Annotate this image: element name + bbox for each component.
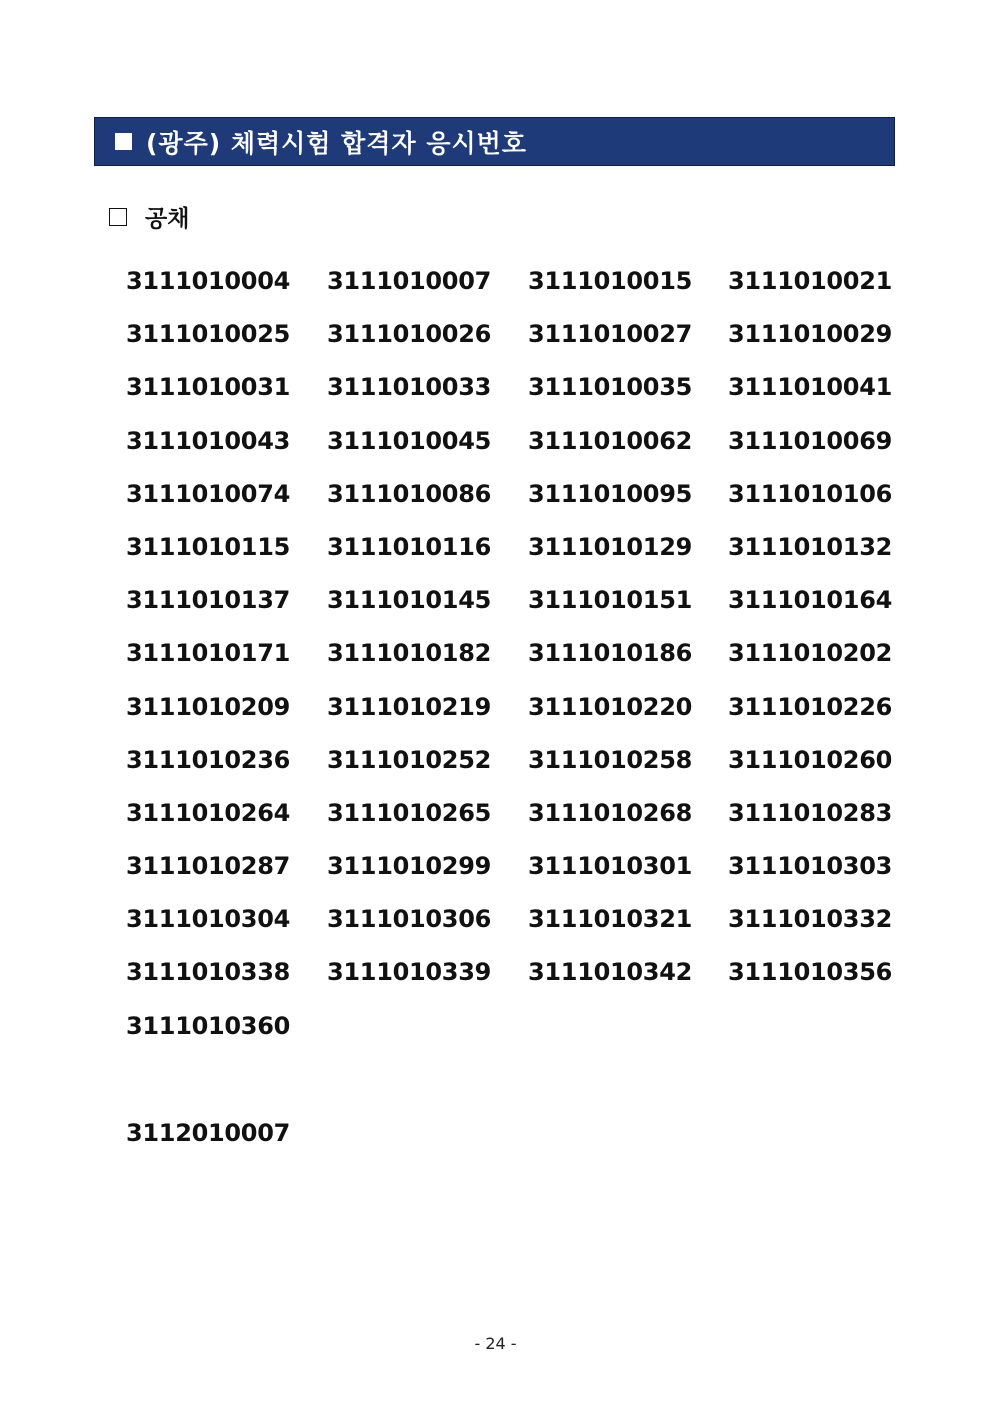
applicant-number: 3111010137 <box>126 586 290 615</box>
section-label: 공채 <box>145 206 190 232</box>
applicant-number: 3111010129 <box>528 532 692 561</box>
applicant-number: 3111010027 <box>528 320 692 349</box>
applicant-number: 3111010268 <box>528 798 692 827</box>
applicant-number: 3111010283 <box>728 798 892 827</box>
applicant-number: 3111010062 <box>528 426 692 455</box>
applicant-number: 3111010026 <box>327 320 491 349</box>
applicant-number: 3111010043 <box>126 426 290 455</box>
applicant-number: 3111010086 <box>327 479 491 508</box>
applicant-number: 3111010021 <box>728 267 892 295</box>
applicant-number: 3111010007 <box>327 267 491 295</box>
applicant-number: 3111010031 <box>126 373 290 402</box>
applicant-number: 3111010258 <box>528 745 692 774</box>
applicant-number: 3111010338 <box>126 958 290 987</box>
applicant-number: 3111010132 <box>728 532 892 561</box>
applicant-number: 3111010252 <box>327 745 491 774</box>
applicant-number: 3111010339 <box>327 958 491 987</box>
extra-number-list <box>126 1115 290 1151</box>
applicant-number: 3111010356 <box>728 958 892 987</box>
empty-square-icon <box>109 208 127 226</box>
applicant-number: 3111010029 <box>728 320 892 349</box>
applicant-number: 3111010164 <box>728 586 892 615</box>
applicant-number: 3111010306 <box>327 905 491 934</box>
applicant-number: 3111010321 <box>528 905 692 934</box>
applicant-number: 3111010171 <box>126 639 290 668</box>
applicant-number: 3111010226 <box>728 692 892 721</box>
applicant-number: 3111010069 <box>728 426 892 455</box>
applicant-number: 3111010287 <box>126 852 290 881</box>
applicant-number: 3111010260 <box>728 745 892 774</box>
applicant-number: 3111010332 <box>728 905 892 934</box>
applicant-number: 3111010236 <box>126 745 290 774</box>
applicant-number: 3111010035 <box>528 373 692 402</box>
applicant-number: 3111010151 <box>528 586 692 615</box>
applicant-number: 3111010106 <box>728 479 892 508</box>
applicant-number: 3111010303 <box>728 852 892 881</box>
applicant-number: 3111010304 <box>126 905 290 934</box>
page-title: (광주) 체력시험 합격자 응시번호 <box>146 128 527 158</box>
applicant-number: 3111010219 <box>327 692 491 721</box>
applicant-number: 3111010015 <box>528 267 692 295</box>
applicant-number: 3111010342 <box>528 958 692 987</box>
applicant-number: 3111010095 <box>528 479 692 508</box>
applicant-number: 3111010074 <box>126 479 290 508</box>
applicant-number: 3111010004 <box>126 267 290 295</box>
applicant-number: 3111010220 <box>528 692 692 721</box>
applicant-number: 3111010041 <box>728 373 892 402</box>
applicant-number: 3111010033 <box>327 373 491 402</box>
applicant-number: 3111010145 <box>327 586 491 615</box>
applicant-number: 3111010115 <box>126 532 290 561</box>
applicant-number-grid <box>126 263 926 1061</box>
applicant-number: 3111010182 <box>327 639 491 668</box>
applicant-number: 3111010209 <box>126 692 290 721</box>
applicant-number: 3111010360 <box>126 1011 290 1040</box>
applicant-number: 3111010265 <box>327 798 491 827</box>
applicant-number: 3111010264 <box>126 798 290 827</box>
applicant-number: 3111010045 <box>327 426 491 455</box>
filled-square-icon <box>115 133 132 150</box>
applicant-number: 3112010007 <box>126 1119 290 1147</box>
applicant-number: 3111010186 <box>528 639 692 668</box>
applicant-number: 3111010299 <box>327 852 491 881</box>
applicant-number: 3111010301 <box>528 852 692 881</box>
page-number: - 24 - <box>474 1334 517 1353</box>
applicant-number: 3111010202 <box>728 639 892 668</box>
applicant-number: 3111010025 <box>126 320 290 349</box>
section-heading <box>109 200 189 233</box>
applicant-number: 3111010116 <box>327 532 491 561</box>
section-title-bar <box>94 117 895 166</box>
